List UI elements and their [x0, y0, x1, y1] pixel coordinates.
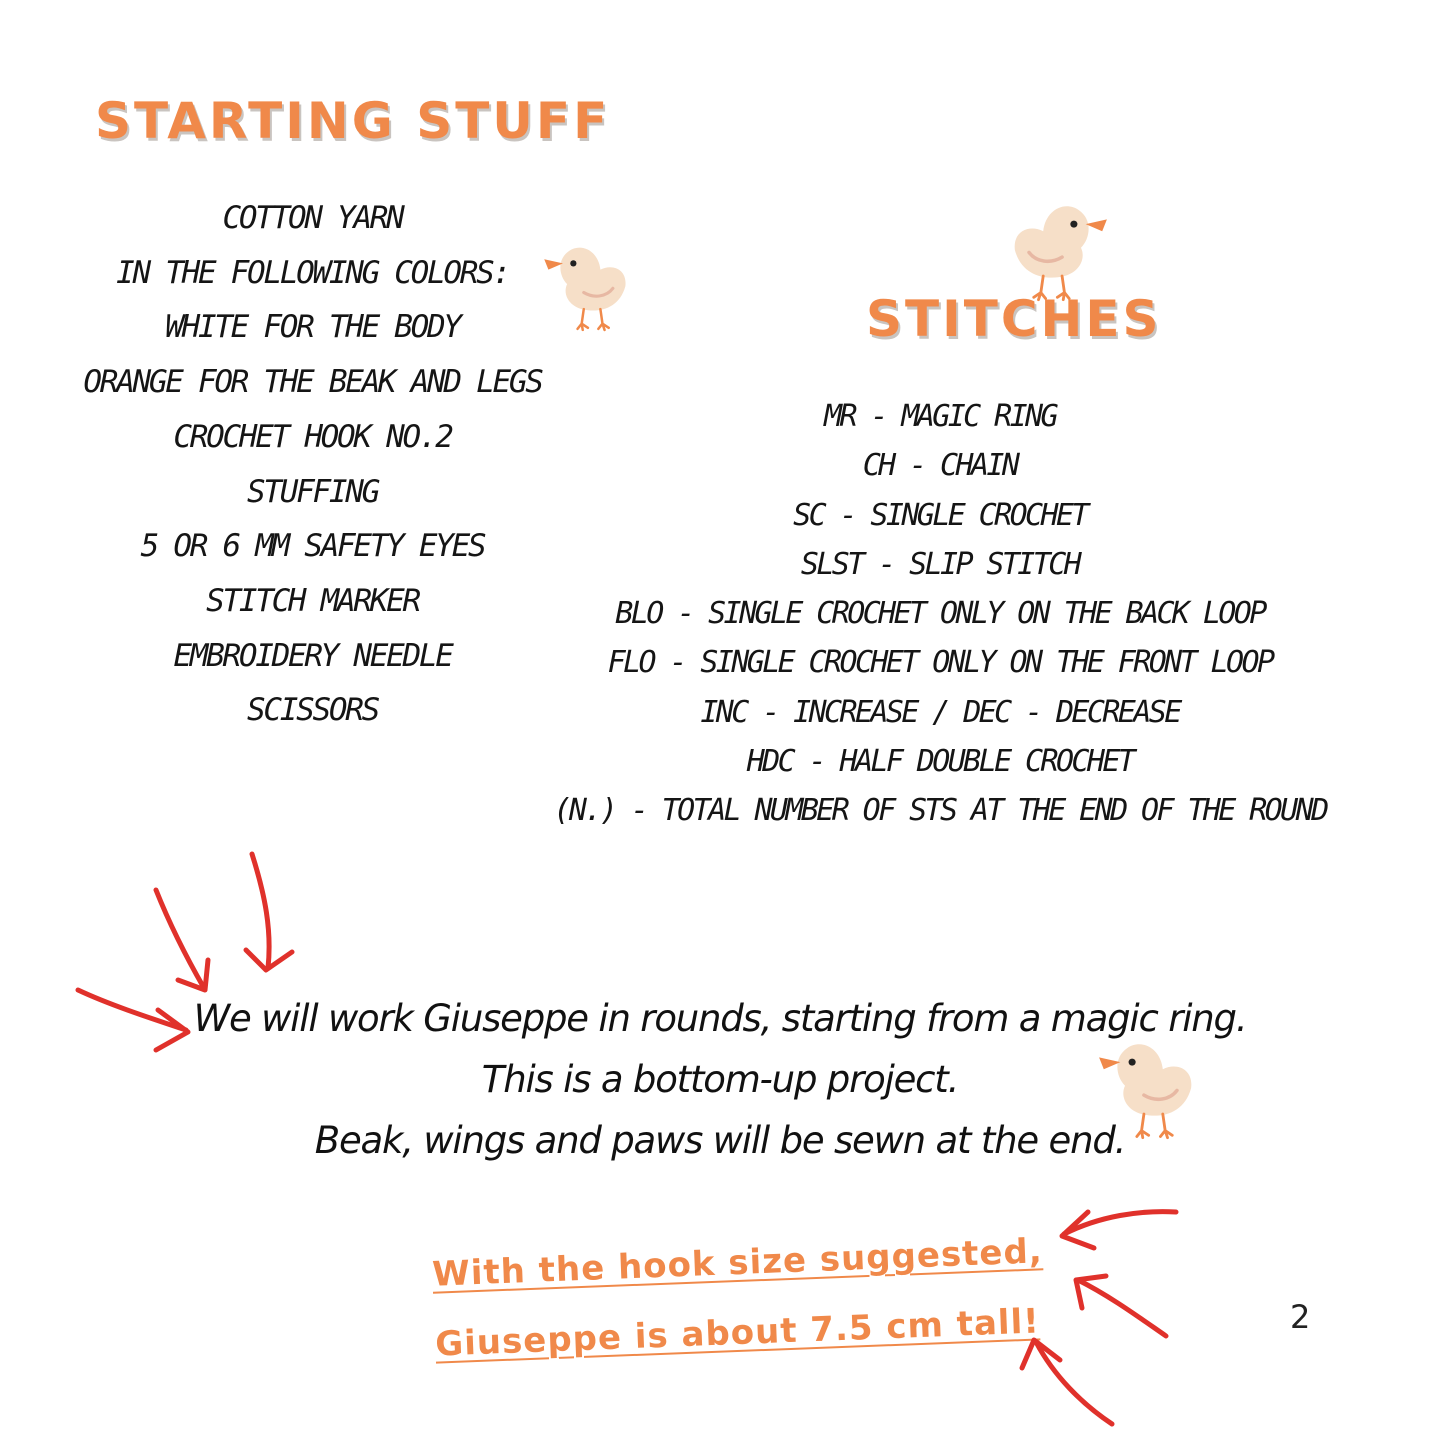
materials-item: ORANGE FOR THE BEAK AND LEGS [83, 364, 542, 401]
stitch-item: INC - INCREASE / DEC - DECREASE [700, 694, 1180, 730]
page-number: 2 [1290, 1298, 1311, 1336]
materials-item: SCISSORS [247, 692, 378, 729]
materials-item: STUFFING [247, 473, 378, 510]
stitches-title: STITCHES [866, 290, 1162, 348]
stitch-item: FLO - SINGLE CROCHET ONLY ON THE FRONT LOOP [607, 645, 1273, 681]
tip-line: Giuseppe is about 7.5 cm tall! [434, 1301, 1041, 1365]
materials-item: 5 OR 6 MM SAFETY EYES [140, 528, 485, 565]
stitch-item: BLO - SINGLE CROCHET ONLY ON THE BACK LOOP [615, 596, 1265, 632]
materials-item: EMBROIDERY NEEDLE [173, 637, 452, 674]
materials-item: IN THE FOLLOWING COLORS: [116, 254, 509, 291]
materials-item: COTTON YARN [222, 200, 403, 236]
stitch-item: SC - SINGLE CROCHET [793, 497, 1087, 533]
note-line: Beak, wings and paws will be sewn at the end. [314, 1119, 1126, 1162]
tip-line: With the hook size suggested, [431, 1231, 1044, 1295]
note-line: This is a bottom-up project. [481, 1058, 959, 1101]
note-line: We will work Giuseppe in rounds, starting from a magic ring. [193, 997, 1247, 1040]
stitch-item: SLST - SLIP STITCH [800, 546, 1080, 582]
materials-item: WHITE FOR THE BODY [165, 309, 460, 346]
materials-item: STITCH MARKER [206, 582, 419, 619]
stitch-item: MR - MAGIC RING [824, 399, 1056, 434]
stitch-item: (N.) - TOTAL NUMBER OF STS AT THE END OF THE ROUND [553, 793, 1327, 829]
stitch-item: CH - CHAIN [862, 448, 1018, 484]
starting-stuff-title: STARTING STUFF [95, 92, 611, 150]
materials-item: CROCHET HOOK NO.2 [173, 418, 452, 455]
stitch-item: HDC - HALF DOUBLE CROCHET [746, 744, 1134, 780]
